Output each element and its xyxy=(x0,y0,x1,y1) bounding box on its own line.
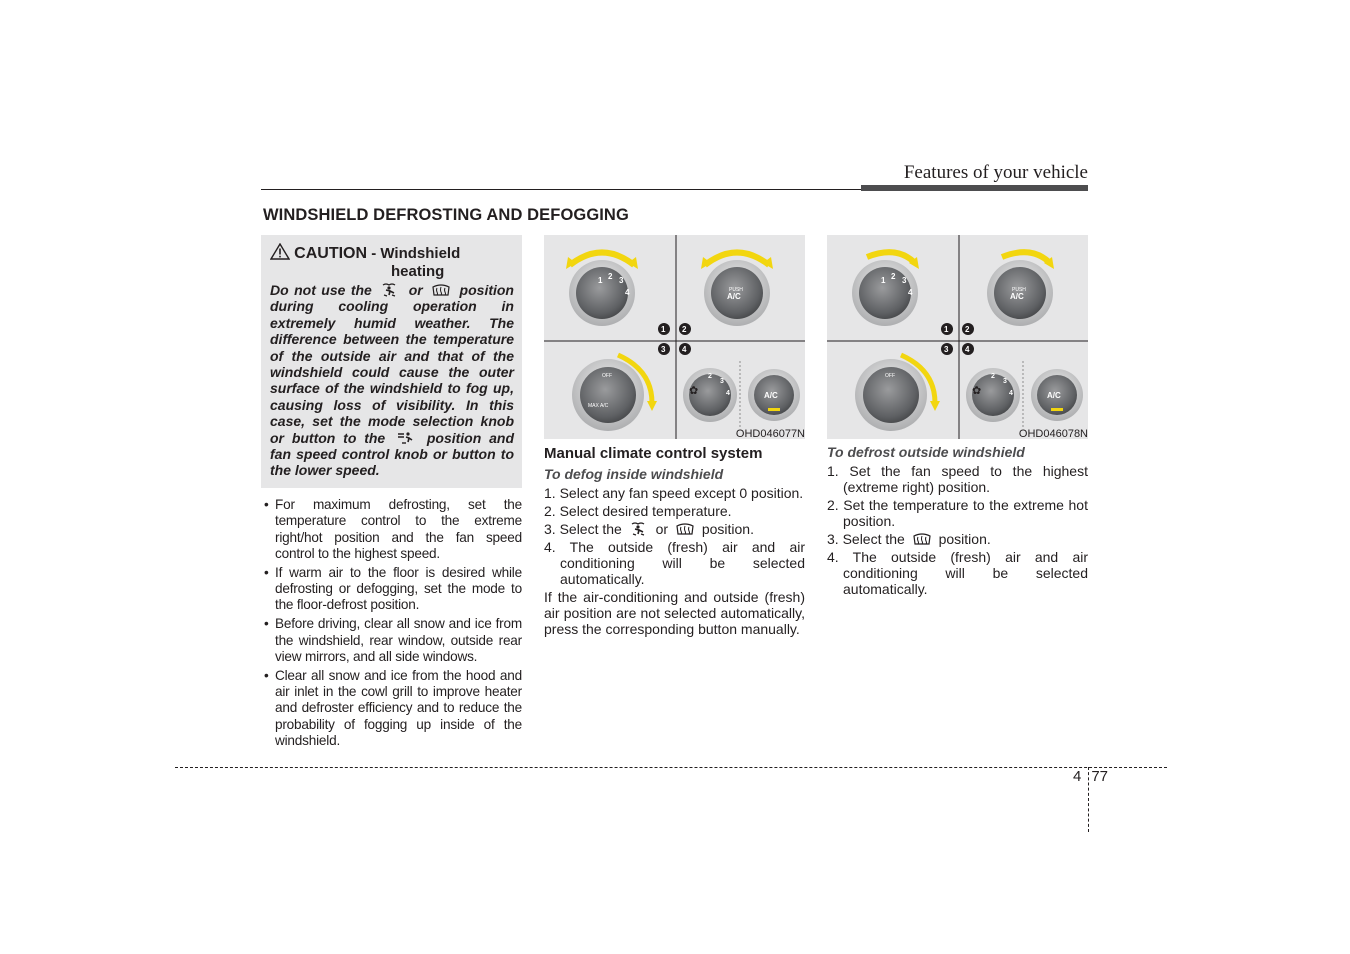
caution-text-1: Do not use the xyxy=(270,282,378,298)
floor-defrost-icon xyxy=(626,522,652,536)
svg-text:3: 3 xyxy=(1003,378,1007,385)
header-rule xyxy=(261,189,861,190)
caution-subtitle-2: heating xyxy=(391,263,445,280)
svg-text:A/C: A/C xyxy=(1010,292,1024,301)
step-text: 3. Select the xyxy=(544,521,626,537)
svg-text:3: 3 xyxy=(902,276,907,285)
figure-defog xyxy=(544,235,805,439)
svg-text:2: 2 xyxy=(891,272,896,281)
subsection-heading: Manual climate control system xyxy=(544,445,763,462)
caution-subtitle: - Windshield xyxy=(367,245,461,262)
step-text: position. xyxy=(934,531,991,547)
paragraph: If the air-conditioning and outside (fresh) air position are not selected automatically, press the corresponding button manually. xyxy=(544,589,805,637)
floor-defrost-icon xyxy=(377,283,403,297)
step-text: position. xyxy=(697,521,754,537)
list-item: • Before driving, clear all snow and ice from the windshield, rear window, outside rear view mirrors, and all side windows. xyxy=(261,616,522,665)
svg-text:OFF: OFF xyxy=(885,373,895,379)
figure-caption: OHD046077N xyxy=(735,428,805,440)
knob-label: 3 xyxy=(619,276,624,285)
step-text: 3. Select the xyxy=(827,531,909,547)
caution-body xyxy=(270,282,514,479)
svg-text:1: 1 xyxy=(944,325,949,334)
defrost-icon xyxy=(428,283,454,297)
svg-text:3: 3 xyxy=(720,378,724,385)
marker: 1 xyxy=(661,325,666,334)
running-header: Features of your vehicle xyxy=(903,162,1088,183)
marker: 3 xyxy=(661,345,666,354)
svg-text:2: 2 xyxy=(965,325,970,334)
subsection-subheading: To defog inside windshield xyxy=(544,466,724,482)
header-bar xyxy=(861,185,1088,191)
figure-caption: OHD046078N xyxy=(1018,428,1088,440)
bi-level-icon xyxy=(393,431,419,445)
defrost-icon xyxy=(672,522,698,536)
caution-text-4: position and fan speed control knob or button to the lower speed. xyxy=(270,429,514,479)
list-item: 4. The outside (fresh) air and air conditioning will be selected automatically. xyxy=(544,539,805,587)
chapter-number: 4 xyxy=(1073,768,1082,785)
list-item: 2. Set the temperature to the extreme hot position. xyxy=(827,497,1088,529)
svg-text:2: 2 xyxy=(991,373,995,380)
knob-label: OFF xyxy=(602,373,612,379)
knob-label: A/C xyxy=(727,292,741,301)
svg-text:3: 3 xyxy=(944,345,949,354)
section-title: WINDSHIELD DEFROSTING AND DEFOGGING xyxy=(263,206,629,224)
middle-column xyxy=(544,445,805,637)
svg-text:A/C: A/C xyxy=(1047,391,1061,400)
list-item: • If warm air to the floor is desired while defrosting or defogging, set the mode to the floor-defrost position. xyxy=(261,565,522,614)
svg-text:PUSH: PUSH xyxy=(1012,287,1026,293)
svg-text:4: 4 xyxy=(965,345,970,354)
svg-text:4: 4 xyxy=(1009,390,1013,397)
tips-list xyxy=(261,497,522,752)
list-item xyxy=(827,531,1088,547)
list-item: • For maximum defrosting, set the temperature control to the extreme right/hot position and the fan speed control to the highest speed. xyxy=(261,497,522,562)
svg-text:A/C: A/C xyxy=(764,391,778,400)
caution-text-3: position during cooling operation in extremely humid weather. The difference between the temperature of the outside air and that of the windshield could cause the outer surface of the windshield to fog up, causing loss of visibility. In this case, set the mode selection knob or button to the xyxy=(270,282,514,446)
list-item: • Clear all snow and ice from the hood and air inlet in the cowl grill to improve heater and defroster efficiency and to reduce the probability of fogging up inside of the windshield. xyxy=(261,668,522,749)
subsection-subheading: To defrost outside windshield xyxy=(827,444,1025,460)
steps-list xyxy=(827,463,1088,597)
caution-text-2: or xyxy=(403,282,429,298)
svg-text:✿: ✿ xyxy=(689,384,699,397)
list-item: 1. Select any fan speed except 0 position. xyxy=(544,485,804,501)
marker: 4 xyxy=(682,345,687,354)
knob-label: 4 xyxy=(625,288,630,297)
svg-text:✿: ✿ xyxy=(972,384,982,397)
page-number xyxy=(1073,768,1108,785)
figure-defrost xyxy=(827,235,1088,439)
page-number-value: 77 xyxy=(1091,768,1109,785)
svg-text:2: 2 xyxy=(708,373,712,380)
knob-label: 2 xyxy=(608,272,613,281)
svg-text:4: 4 xyxy=(908,288,913,297)
defrost-icon xyxy=(909,532,935,546)
list-item: 4. The outside (fresh) air and air conditioning will be selected automatically. xyxy=(827,549,1088,597)
climate-controls-illustration xyxy=(544,235,805,439)
svg-text:4: 4 xyxy=(726,390,730,397)
knob-label: 1 xyxy=(598,276,603,285)
marker: 2 xyxy=(682,325,687,334)
step-text: or xyxy=(651,521,672,537)
right-column xyxy=(827,444,1088,599)
list-item xyxy=(544,521,805,537)
steps-list xyxy=(544,485,805,587)
list-item: 2. Select desired temperature. xyxy=(544,503,732,519)
knob-label: PUSH xyxy=(729,287,743,293)
footer-rule xyxy=(175,767,1167,768)
climate-controls-illustration xyxy=(827,235,1088,439)
caution-heading xyxy=(270,243,520,280)
svg-text:1: 1 xyxy=(881,276,886,285)
caution-label: CAUTION xyxy=(294,245,368,262)
list-item: 1. Set the fan speed to the highest (extreme right) position. xyxy=(827,463,1088,495)
knob-label: MAX A/C xyxy=(588,403,609,409)
warning-triangle-icon xyxy=(270,243,290,260)
